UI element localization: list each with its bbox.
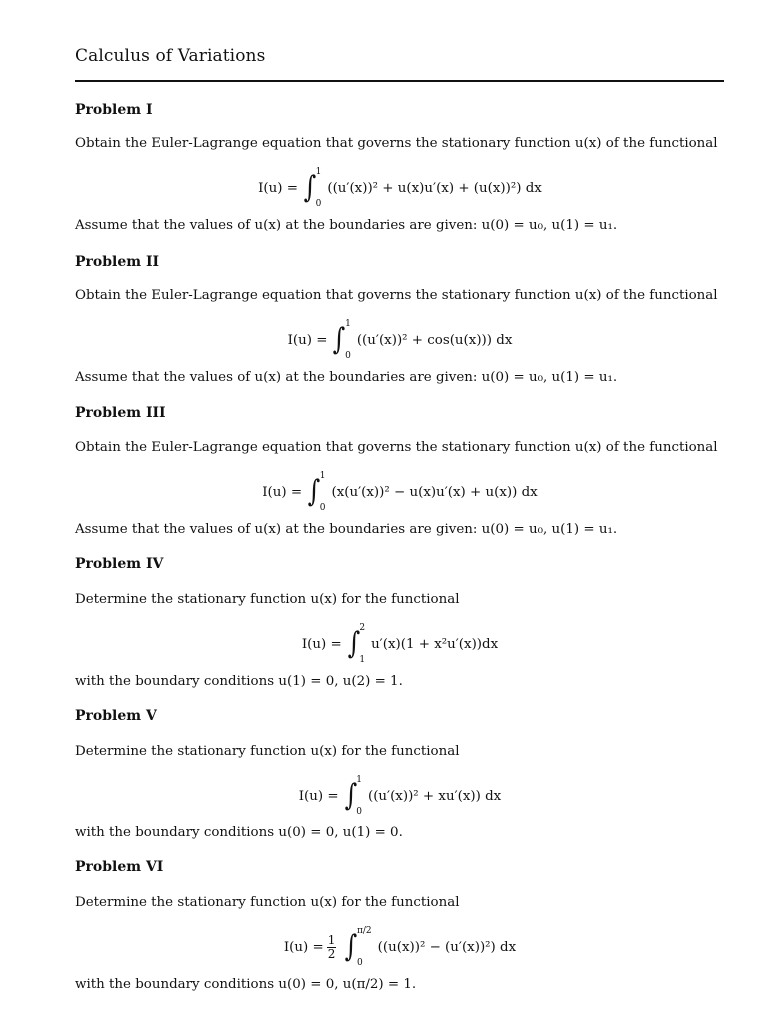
equation-lhs: I(u) = xyxy=(298,788,339,804)
equation-lhs: I(u) = xyxy=(287,332,328,348)
equation xyxy=(75,620,725,668)
problem-title: Problem I xyxy=(75,102,153,118)
equation-lhs: I(u) = xyxy=(301,636,342,652)
equation-lhs: I(u) = xyxy=(258,180,298,196)
fraction-numerator: 1 xyxy=(327,932,336,947)
equation xyxy=(75,164,725,212)
integral-sign: ∫ 1 0 xyxy=(333,319,351,361)
equation xyxy=(75,468,725,516)
equation-lhs: I(u) = xyxy=(283,939,324,955)
integral-sign: ∫ 2 1 xyxy=(347,623,366,665)
lower-limit: 0 xyxy=(319,503,326,513)
integral-sign: ∫ 1 0 xyxy=(344,775,362,817)
problem-outro: with the boundary conditions u(1) = 0, u(2) = 1. xyxy=(75,674,403,689)
equation xyxy=(75,923,725,971)
upper-limit: π/2 xyxy=(356,926,372,936)
integral-sign: ∫ 1 0 xyxy=(303,167,322,209)
problem-intro: Determine the stationary function u(x) for the functional xyxy=(75,895,460,910)
problem-title: Problem V xyxy=(75,708,157,724)
fraction-denominator: 2 xyxy=(327,946,336,961)
equation-lhs: I(u) = xyxy=(262,484,303,500)
problem-title: Problem III xyxy=(75,405,166,421)
problem-intro: Obtain the Euler-Lagrange equation that governs the stationary function u(x) of the functional xyxy=(75,440,718,455)
problem-outro: with the boundary conditions u(0) = 0, u(1) = 0. xyxy=(75,825,403,840)
problem-outro: Assume that the values of u(x) at the boundaries are given: u(0) = u₀, u(1) = u₁. xyxy=(75,522,618,537)
problem-title: Problem II xyxy=(75,254,160,270)
lower-limit: 0 xyxy=(345,351,351,361)
equation-integrand: u′(x)(1 + x²u′(x))dx xyxy=(371,636,499,652)
equation-integrand: (x(u′(x))² − u(x)u′(x) + u(x)) dx xyxy=(331,484,538,500)
upper-limit: 2 xyxy=(359,623,366,633)
lower-limit: 1 xyxy=(359,655,366,665)
integral-sign: ∫ 1 0 xyxy=(307,471,326,513)
problem-intro: Determine the stationary function u(x) for the functional xyxy=(75,744,460,759)
upper-limit: 1 xyxy=(356,775,362,785)
problem-intro: Obtain the Euler-Lagrange equation that governs the stationary function u(x) of the functional xyxy=(75,136,718,151)
problem-outro: with the boundary conditions u(0) = 0, u(π/2) = 1. xyxy=(75,977,417,992)
integral-sign: ∫ π/2 0 xyxy=(344,926,372,968)
lower-limit: 0 xyxy=(356,807,362,817)
upper-limit: 1 xyxy=(315,167,322,177)
header-rule xyxy=(75,80,724,82)
problem-outro: Assume that the values of u(x) at the boundaries are given: u(0) = u₀, u(1) = u₁. xyxy=(75,218,618,233)
upper-limit: 1 xyxy=(345,319,351,329)
lower-limit: 0 xyxy=(356,958,363,968)
problem-title: Problem VI xyxy=(75,859,164,875)
lower-limit: 0 xyxy=(315,199,322,209)
equation-integrand: ((u(x))² − (u′(x))²) dx xyxy=(377,939,517,955)
problem-intro: Determine the stationary function u(x) for the functional xyxy=(75,592,460,607)
equation-integrand: ((u′(x))² + cos(u(x))) dx xyxy=(356,332,513,348)
problem-outro: Assume that the values of u(x) at the boundaries are given: u(0) = u₀, u(1) = u₁. xyxy=(75,370,618,385)
upper-limit: 1 xyxy=(319,471,326,481)
problem-title: Problem IV xyxy=(75,556,164,572)
equation xyxy=(75,772,725,820)
page-header-title: Calculus of Variations xyxy=(75,46,266,66)
coefficient-fraction xyxy=(327,934,337,960)
equation-integrand: ((u′(x))² + u(x)u′(x) + (u(x))²) dx xyxy=(327,180,542,196)
equation-integrand: ((u′(x))² + xu′(x)) dx xyxy=(367,788,502,804)
equation xyxy=(75,316,725,364)
problem-intro: Obtain the Euler-Lagrange equation that governs the stationary function u(x) of the functional xyxy=(75,288,718,303)
